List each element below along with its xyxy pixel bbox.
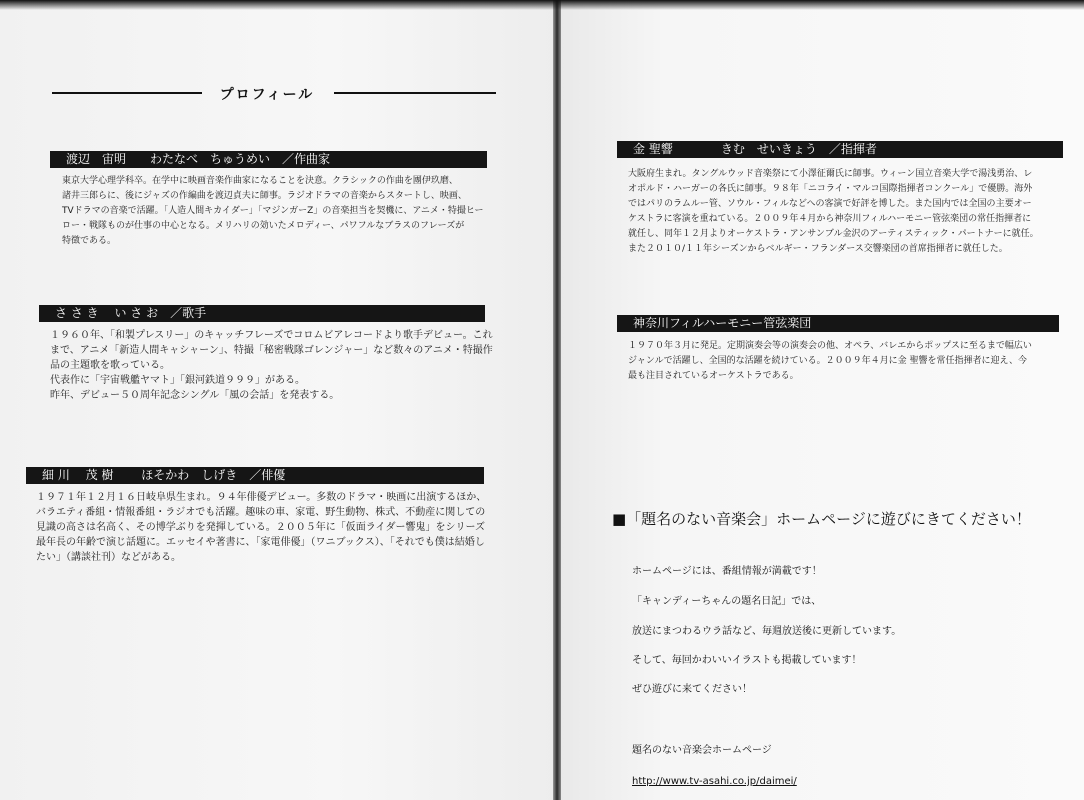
homepage-url-link[interactable]: http://www.tv-asahi.co.jp/daimei/ bbox=[632, 776, 797, 787]
homepage-line: 「キャンディーちゃんの題名日記」では、 bbox=[632, 596, 822, 607]
bio-line: オポルド・ハーガーの各氏に師事。９８年「ニコライ・マルコ国際指揮者コンクール」で優勝。海外 bbox=[628, 184, 1033, 194]
top-shadow bbox=[0, 0, 1084, 10]
homepage-line: ぜひ遊びに来てください！ bbox=[632, 684, 752, 695]
page-title: プロフィール bbox=[219, 87, 315, 103]
bio-line: 代表作に「宇宙戦艦ヤマト」「銀河鉄道９９９」がある。 bbox=[50, 375, 305, 386]
bio-line: また２０１０/１１年シーズンからベルギー・フランダース交響楽団の首席指揮者に就任した。 bbox=[628, 244, 1008, 254]
bio-line: 見識の高さは名高く、その博学ぶりを発揮している。２００５年に「仮面ライダー響鬼」をシリーズ bbox=[36, 522, 485, 533]
bio-line: まで、アニメ「新造人間キャシャーン」、特撮「秘密戦隊ゴレンジャー」など数々のアニメ・特撮作 bbox=[50, 345, 493, 356]
bio-line: 昨年、デビュー５０周年記念シングル「風の会話」を発表する。 bbox=[50, 390, 340, 401]
bio-line: バラエティ番組・情報番組・ラジオでも活躍。趣味の車、家電、野生動物、株式、不動産に関しての bbox=[36, 507, 486, 518]
bio-line: １９７１年１２月１６日岐阜県生まれ。９４年俳優デビュー。多数のドラマ・映画に出演するほか、 bbox=[36, 492, 487, 503]
bio-line: １９６０年、「和製プレスリー」のキャッチフレーズでコロムビアレコードより歌手デビュー。これ bbox=[50, 330, 493, 341]
bio-line: ケストラに客演を重ねている。２００９年４月から神奈川フィルハーモニー管弦楽団の常任指揮者に bbox=[628, 214, 1032, 224]
bio-line: ジャンルで活躍し、全国的な活躍を続けている。２００９年４月に金 聖響を常任指揮者に迎え、今 bbox=[628, 356, 1027, 366]
bio-line: 特徴である。 bbox=[62, 236, 117, 246]
homepage-line: 放送にまつわるウラ話など、毎週放送後に更新しています。 bbox=[632, 626, 902, 637]
bio-line: TVドラマの音楽で活躍。「人造人間キカイダー」「マジンガーZ」の音楽担当を契機に、アニメ・特撮ヒー bbox=[62, 206, 484, 216]
profile-header-hosokawa: 細 川 茂 樹 ほそかわ しげき ／俳優 bbox=[26, 467, 484, 484]
book-gutter bbox=[553, 0, 561, 800]
bio-line: 最も注目されているオーケストラである。 bbox=[628, 371, 799, 381]
bio-line: たい」（講談社刊）などがある。 bbox=[36, 552, 181, 563]
bio-line: ではパリのラムルー管、ソウル・フィルなどへの客演で好評を博した。また国内では全国の主要オー bbox=[628, 199, 1032, 209]
homepage-site-label: 題名のない音楽会ホームページ bbox=[632, 745, 772, 756]
bio-line: 就任し、同年１２月よりオーケストラ・アンサンブル金沢のアーティスティック・パートナーに就任。 bbox=[628, 229, 1039, 239]
profile-header-kanagawa-phil: 神奈川フィルハーモニー管弦楽団 bbox=[617, 315, 1059, 332]
profile-bio-kim bbox=[628, 167, 1039, 257]
bio-line: 最年長の年齢で演じ話題に。エッセイや著書に、「家電俳優」（ワニブックス）、「それでも僕は結婚し bbox=[36, 537, 485, 548]
profile-bio-kanagawa-phil bbox=[628, 339, 1032, 384]
profile-bio-hosokawa bbox=[36, 490, 486, 565]
profile-header-sasaki: さ さ き い さ お ／歌手 bbox=[39, 305, 485, 322]
bio-line: 大阪府生まれ。タングルウッド音楽祭にて小澤征爾氏に師事。ウィーン国立音楽大学で湯浅勇治、レ bbox=[628, 169, 1033, 179]
bio-line: 東京大学心理学科卒。在学中に映画音楽作曲家になることを決意。クラシックの作曲を團伊玖磨、 bbox=[62, 176, 458, 186]
profile-bio-watanabe bbox=[62, 174, 484, 249]
heading-rule-right bbox=[334, 92, 496, 94]
homepage-line: ホームページには、番組情報が満載です！ bbox=[632, 566, 822, 577]
homepage-line: そして、毎回かわいいイラストも掲載しています！ bbox=[632, 655, 862, 666]
bio-line: ロー・戦隊ものが仕事の中心となる。メリハリの効いたメロディー、パワフルなブラスのフレーズが bbox=[62, 221, 465, 231]
right-page bbox=[560, 0, 1084, 800]
profile-bio-sasaki bbox=[50, 328, 493, 403]
bio-line: １９７０年３月に発足。定期演奏会等の演奏会の他、オペラ、バレエからポップスに至るまで幅広い bbox=[628, 341, 1032, 351]
profile-header-kim: 金 聖響 きむ せいきょう ／指揮者 bbox=[617, 141, 1063, 158]
profile-header-watanabe: 渡辺 宙明 わたなべ ちゅうめい ／作曲家 bbox=[50, 151, 487, 168]
heading-rule-left bbox=[52, 92, 202, 94]
bio-line: 品の主題歌を歌っている。 bbox=[50, 360, 170, 371]
profile-heading bbox=[52, 84, 496, 103]
bio-line: 諸井三郎らに、後にジャズの作編曲を渡辺貞夫に師事。ラジオドラマの音楽からスタートし、映画、 bbox=[62, 191, 467, 201]
homepage-heading: ■「題名のない音楽会」ホームページに遊びにきてください！ bbox=[612, 510, 1031, 528]
